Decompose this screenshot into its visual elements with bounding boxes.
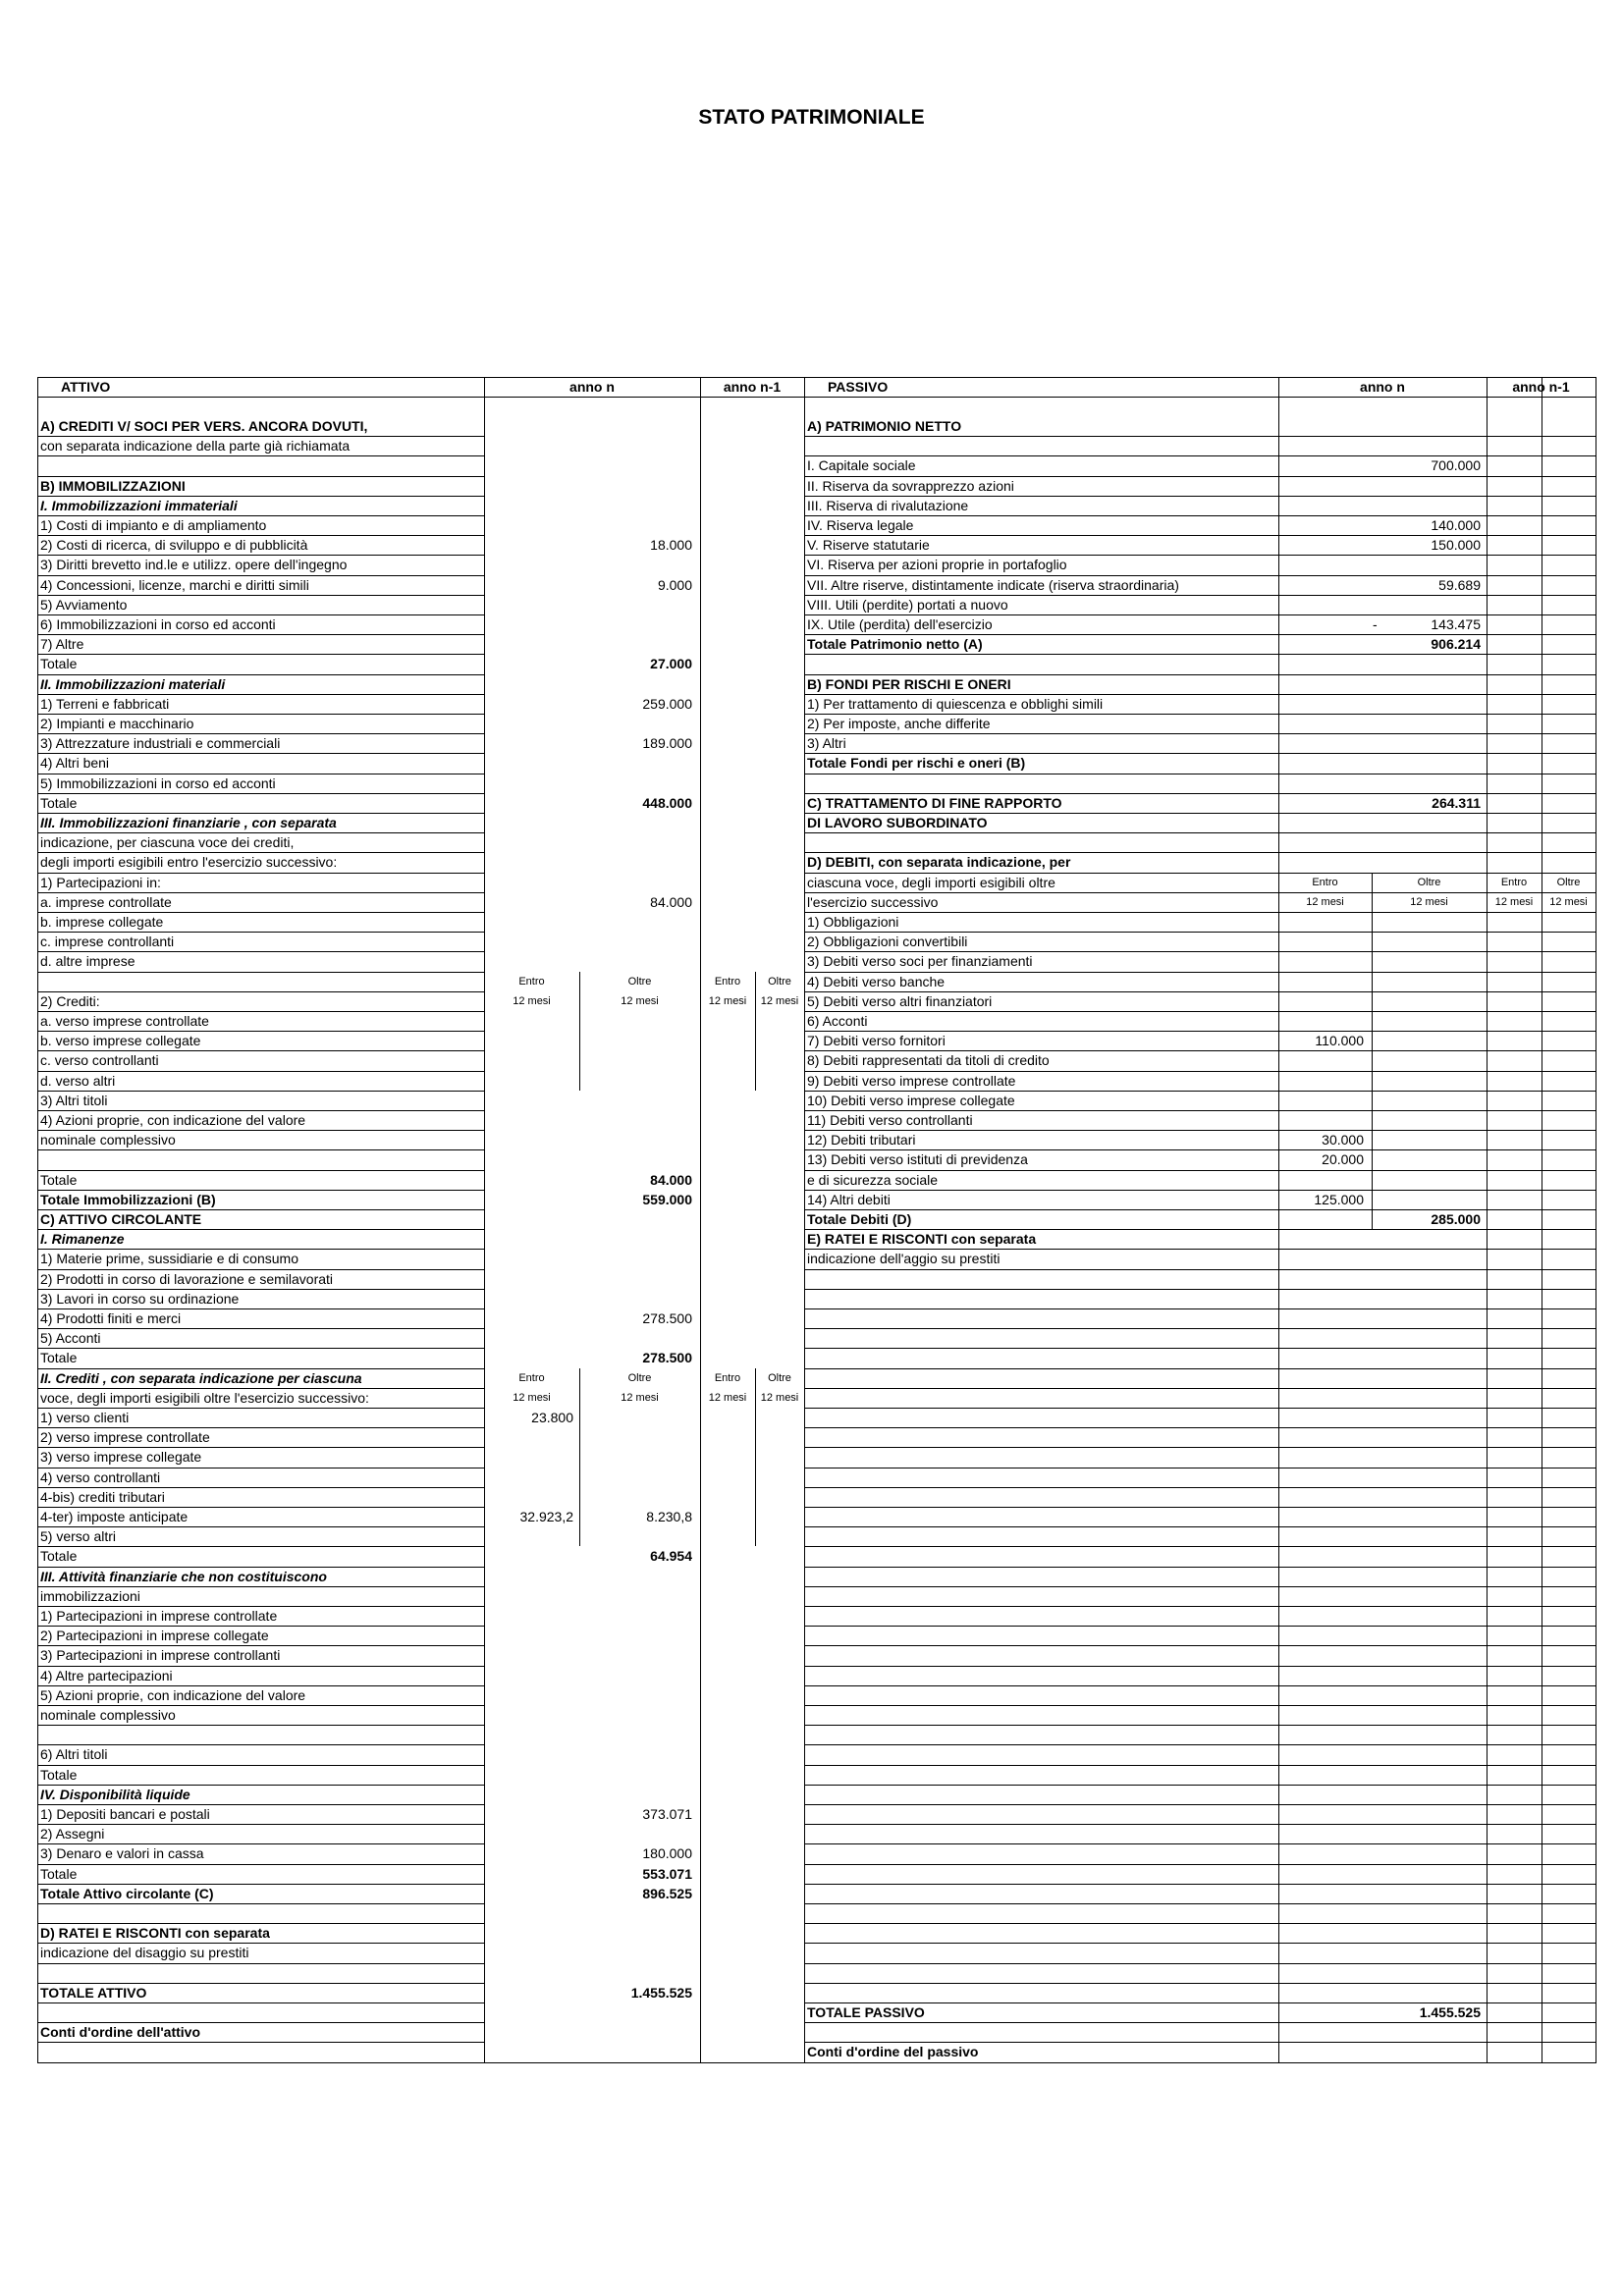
attivo-row-label: 3) Attrezzature industriali e commerciali — [40, 735, 281, 752]
attivo-row-label: degli importi esigibili entro l'esercizio successivo: — [40, 854, 338, 871]
passivo-row-label — [807, 1843, 1275, 1863]
passivo-row-label: 14) Altri debiti — [807, 1191, 891, 1207]
passivo-row-label: IX. Utile (perdita) dell'esercizio — [807, 616, 993, 632]
attivo-row-value: 1.455.525 — [630, 1984, 692, 2001]
passivo-row-label — [807, 1586, 1275, 1606]
passivo-row-label: D) DEBITI, con separata indicazione, per — [807, 854, 1071, 871]
attivo-row-label: Totale Attivo circolante (C) — [40, 1885, 214, 1901]
attivo-row-label: Totale — [40, 794, 78, 811]
grid-column-rule — [579, 1368, 580, 1547]
attivo-row-label: Totale Immobilizzazioni (B) — [40, 1191, 216, 1207]
passivo-row-label — [807, 1427, 1275, 1447]
sub-entro: Entro — [1500, 876, 1528, 888]
attivo-row-label: 4) Azioni proprie, con indicazione del valore — [40, 1112, 306, 1128]
passivo-row-label: TOTALE PASSIVO — [807, 2004, 925, 2020]
sub-entro: Entro — [1312, 876, 1338, 888]
attivo-row-label: b. imprese collegate — [40, 914, 164, 930]
attivo-row-label: 3) Denaro e valori in cassa — [40, 1845, 204, 1862]
grid-column-rule — [755, 972, 756, 1091]
passivo-row-label — [807, 1447, 1275, 1467]
attivo-row-label: II. Immobilizzazioni materiali — [40, 675, 226, 692]
passivo-row-label: VIII. Utili (perdite) portati a nuovo — [807, 596, 1008, 613]
header-anno-n1-passivo: anno n-1 — [1512, 379, 1570, 395]
grid-rule — [37, 397, 1596, 398]
passivo-row-label — [807, 1328, 1275, 1348]
sub-mesi: 12 mesi — [708, 1391, 747, 1404]
passivo-row-value: 140.000 — [1431, 517, 1481, 533]
attivo-row-label — [40, 455, 481, 475]
passivo-row-label: 7) Debiti verso fornitori — [807, 1033, 946, 1049]
attivo-row-label: con separata indicazione della parte già richiamata — [40, 438, 351, 454]
attivo-row-value: 896.525 — [642, 1885, 692, 1901]
attivo-row-value: 553.071 — [642, 1865, 692, 1882]
passivo-row-label — [807, 1388, 1275, 1408]
attivo-row-label: immobilizzazioni — [40, 1587, 140, 1604]
passivo-row-label — [807, 1983, 1275, 2002]
sub-entro: Entro — [714, 1371, 741, 1384]
passivo-row-label: 1) Obbligazioni — [807, 914, 899, 930]
attivo-row-label: 3) Partecipazioni in imprese controllanti — [40, 1647, 281, 1664]
attivo-row-label: d. altre imprese — [40, 953, 135, 970]
attivo-row-label: III. Immobilizzazioni finanziarie , con separata — [40, 815, 337, 830]
passivo-row-label — [807, 1468, 1275, 1487]
attivo-row-label: D) RATEI E RISCONTI con separata — [40, 1925, 270, 1942]
attivo-row-label: 3) Lavori in corso su ordinazione — [40, 1290, 240, 1307]
passivo-row-value: 700.000 — [1431, 457, 1481, 474]
header-attivo: ATTIVO — [61, 379, 111, 395]
attivo-row-label: 1) Partecipazioni in imprese controllate — [40, 1608, 278, 1624]
attivo-row-label: 4) verso controllanti — [40, 1468, 161, 1485]
passivo-row-label: 10) Debiti verso imprese collegate — [807, 1092, 1015, 1108]
sub-mesi: 12 mesi — [621, 994, 659, 1007]
passivo-row-label — [807, 1526, 1275, 1546]
attivo-row-label: Totale — [40, 1766, 78, 1783]
passivo-row-label — [807, 1645, 1275, 1665]
passivo-row-label — [807, 1408, 1275, 1427]
attivo-row-label: 1) Terreni e fabbricati — [40, 695, 170, 712]
passivo-row-value: 906.214 — [1431, 636, 1481, 653]
passivo-row-label: 3) Altri — [807, 735, 846, 752]
attivo-row-label — [40, 2002, 481, 2022]
attivo-row-label: Totale — [40, 1171, 78, 1188]
passivo-row-label — [807, 1269, 1275, 1289]
sub-mesi: 12 mesi — [1410, 895, 1448, 908]
attivo-row-label: nominale complessivo — [40, 1707, 176, 1723]
passivo-row-label — [807, 2022, 1275, 2042]
attivo-row-label: nominale complessivo — [40, 1132, 176, 1148]
attivo-row-label: III. Attività finanziarie che non costituiscono — [40, 1568, 327, 1584]
attivo-row-label: 1) Materie prime, sussidiarie e di consumo — [40, 1251, 298, 1267]
passivo-row-label — [807, 1963, 1275, 1983]
attivo-row-label: 5) Acconti — [40, 1330, 101, 1347]
attivo-row-label: 2) Partecipazioni in imprese collegate — [40, 1628, 269, 1644]
passivo-row-label: E) RATEI E RISCONTI con separata — [807, 1231, 1037, 1248]
attivo-row-label: 3) Diritti brevetto ind.le e utilizz. opere dell'ingegno — [40, 557, 348, 573]
attivo-row-value: 259.000 — [642, 695, 692, 712]
passivo-row-label — [807, 1804, 1275, 1824]
attivo-row-label: 1) Costi di impianto e di ampliamento — [40, 517, 267, 533]
attivo-row-label: IV. Disponibilità liquide — [40, 1786, 190, 1802]
attivo-row-label: Totale — [40, 1350, 78, 1366]
attivo-row-label: TOTALE ATTIVO — [40, 1984, 147, 2001]
attivo-row-label: 4) Prodotti finiti e merci — [40, 1310, 182, 1326]
sub-mesi: 12 mesi — [760, 994, 799, 1007]
attivo-row-label: 2) Assegni — [40, 1826, 105, 1842]
attivo-row-value: 18.000 — [650, 537, 692, 554]
passivo-row-label: VII. Altre riserve, distintamente indicate (riserva straordinaria) — [807, 576, 1179, 593]
attivo-row-label: 4) Concessioni, licenze, marchi e diritti simili — [40, 576, 309, 593]
attivo-row-label — [40, 1963, 481, 1983]
passivo-row-label: 2) Per imposte, anche differite — [807, 716, 991, 731]
attivo-row-entro: 32.923,2 — [519, 1509, 573, 1524]
grid-column-rule — [37, 377, 38, 2062]
passivo-row-label: IV. Riserva legale — [807, 517, 914, 533]
sub-mesi: 12 mesi — [1306, 895, 1344, 908]
attivo-row-label — [40, 1903, 481, 1923]
passivo-row-label — [807, 1606, 1275, 1626]
attivo-row-label: II. Crediti , con separata indicazione per ciascuna — [40, 1369, 362, 1386]
passivo-row-label — [807, 1289, 1275, 1308]
passivo-row-entro: 30.000 — [1322, 1132, 1364, 1148]
grid-column-rule — [1372, 873, 1373, 1230]
attivo-row-value: 559.000 — [642, 1191, 692, 1207]
attivo-row-value: 84.000 — [650, 1171, 692, 1188]
passivo-row-label — [807, 1507, 1275, 1526]
attivo-row-label: b. verso imprese collegate — [40, 1033, 201, 1049]
grid-rule — [37, 2042, 485, 2043]
attivo-row-label: 1) Depositi bancari e postali — [40, 1806, 210, 1822]
attivo-row-label: 5) Avviamento — [40, 596, 128, 613]
sub-oltre: Oltre — [1417, 876, 1441, 888]
passivo-row-label — [807, 1308, 1275, 1328]
grid-column-rule — [700, 377, 701, 2062]
attivo-row-label: 5) Immobilizzazioni in corso ed acconti — [40, 774, 276, 791]
passivo-row-label — [807, 832, 1275, 852]
passivo-row-label: e di sicurezza sociale — [807, 1171, 939, 1188]
grid-rule — [804, 2062, 1596, 2063]
attivo-row-label: 3) verso imprese collegate — [40, 1449, 202, 1466]
attivo-row-value: 180.000 — [642, 1845, 692, 1862]
sub-entro: Entro — [714, 975, 741, 988]
passivo-row-label: 3) Debiti verso soci per finanziamenti — [807, 953, 1033, 970]
attivo-row-value: 64.954 — [650, 1548, 692, 1565]
passivo-row-label: 9) Debiti verso imprese controllate — [807, 1072, 1016, 1089]
passivo-row-label: Totale Patrimonio netto (A) — [807, 636, 983, 653]
passivo-row-label — [807, 1705, 1275, 1725]
header-passivo: PASSIVO — [828, 379, 889, 395]
sub-mesi: 12 mesi — [708, 994, 747, 1007]
attivo-row-label: a. verso imprese controllate — [40, 1013, 209, 1029]
passivo-row-label: 4) Debiti verso banche — [807, 973, 946, 989]
attivo-row-value: 27.000 — [650, 656, 692, 672]
grid-column-rule — [579, 972, 580, 1091]
attivo-row-label: 3) Altri titoli — [40, 1092, 108, 1108]
passivo-row-label: I. Capitale sociale — [807, 457, 916, 474]
attivo-row-label: 2) Prodotti in corso di lavorazione e semilavorati — [40, 1270, 334, 1287]
attivo-row-label: 1) Partecipazioni in: — [40, 874, 161, 890]
passivo-row-label — [807, 1884, 1275, 1903]
passivo-row-label — [807, 1765, 1275, 1785]
attivo-row-label: 2) Impianti e macchinario — [40, 716, 194, 731]
passivo-row-label — [807, 1666, 1275, 1685]
sub-mesi: 12 mesi — [513, 994, 551, 1007]
sub-mesi: 12 mesi — [1549, 895, 1588, 908]
sub-entro: Entro — [518, 1371, 545, 1384]
passivo-row-label: 2) Obbligazioni convertibili — [807, 934, 968, 950]
attivo-row-label: a. imprese controllate — [40, 893, 172, 910]
passivo-row-label — [807, 1785, 1275, 1804]
attivo-row-label: 5) Azioni proprie, con indicazione del valore — [40, 1686, 306, 1703]
passivo-row-label: Totale Debiti (D) — [807, 1211, 912, 1227]
passivo-row-label — [807, 1923, 1275, 1943]
passivo-row-label: l'esercizio successivo — [807, 893, 939, 910]
passivo-row-value: 1.455.525 — [1419, 2004, 1481, 2020]
attivo-row-label: indicazione, per ciascuna voce dei crediti, — [40, 834, 295, 851]
sub-mesi: 12 mesi — [621, 1391, 659, 1404]
attivo-row-label — [40, 1149, 481, 1169]
attivo-row-label: C) ATTIVO CIRCOLANTE — [40, 1211, 202, 1227]
sub-mesi: 12 mesi — [1494, 895, 1534, 908]
passivo-row-value: 59.689 — [1438, 576, 1481, 593]
attivo-row-label: c. imprese controllanti — [40, 934, 175, 950]
grid-column-rule — [804, 377, 805, 2062]
attivo-row-label — [40, 972, 481, 991]
attivo-row-label: I. Rimanenze — [40, 1231, 125, 1248]
attivo-row-value: 373.071 — [642, 1806, 692, 1822]
attivo-row-label: 7) Altre — [40, 636, 84, 653]
attivo-row-entro: 23.800 — [531, 1410, 573, 1425]
attivo-row-label: A) CREDITI V/ SOCI PER VERS. ANCORA DOVUTI, — [40, 418, 368, 434]
passivo-row-label — [807, 1824, 1275, 1843]
passivo-row-value: 143.475 — [1431, 616, 1481, 632]
sub-oltre: Oltre — [768, 1371, 791, 1384]
passivo-row-label: VI. Riserva per azioni proprie in portafoglio — [807, 557, 1067, 573]
attivo-row-label — [40, 1725, 481, 1744]
passivo-row-label — [807, 1626, 1275, 1645]
grid-column-rule — [1487, 377, 1488, 2062]
passivo-row-value: 264.311 — [1432, 794, 1481, 811]
attivo-row-label: c. verso controllanti — [40, 1052, 159, 1069]
passivo-row-label: C) TRATTAMENTO DI FINE RAPPORTO — [807, 794, 1062, 811]
attivo-row-label: 4) Altri beni — [40, 755, 110, 772]
attivo-row-oltre: 8.230,8 — [646, 1509, 692, 1524]
passivo-row-label — [807, 436, 1275, 455]
passivo-row-label — [807, 1567, 1275, 1586]
attivo-row-label: 6) Immobilizzazioni in corso ed acconti — [40, 616, 276, 632]
sub-mesi: 12 mesi — [513, 1391, 551, 1404]
passivo-row-label: Conti d'ordine del passivo — [807, 2044, 979, 2060]
passivo-row-label: B) FONDI PER RISCHI E ONERI — [807, 675, 1011, 692]
attivo-row-value: 84.000 — [650, 893, 692, 910]
attivo-row-label: 5) verso altri — [40, 1528, 117, 1545]
passivo-row-label — [807, 1744, 1275, 1764]
passivo-row-entro: 20.000 — [1322, 1151, 1364, 1168]
passivo-row-label — [807, 654, 1275, 673]
header-anno-n-passivo: anno n — [1360, 379, 1405, 395]
passivo-row-label: III. Riserva di rivalutazione — [807, 497, 969, 513]
passivo-row-label: ciascuna voce, degli importi esigibili oltre — [807, 874, 1055, 890]
sub-entro: Entro — [518, 975, 545, 988]
attivo-row-label: 1) verso clienti — [40, 1410, 130, 1425]
passivo-row-label: II. Riserva da sovrapprezzo azioni — [807, 477, 1014, 494]
passivo-row-label: A) PATRIMONIO NETTO — [807, 418, 962, 434]
passivo-row-oltre: 285.000 — [1431, 1211, 1481, 1227]
passivo-row-label: Totale Fondi per rischi e oneri (B) — [807, 755, 1026, 772]
passivo-row-label — [807, 1725, 1275, 1744]
attivo-row-label: 2) Costi di ricerca, di sviluppo e di pubblicità — [40, 537, 308, 554]
passivo-row-label — [807, 1348, 1275, 1367]
passivo-row-label: 11) Debiti verso controllanti — [807, 1112, 973, 1128]
passivo-row-label — [807, 1487, 1275, 1507]
passivo-row-entro: 110.000 — [1315, 1033, 1364, 1049]
attivo-row-value: 189.000 — [642, 735, 692, 752]
sub-oltre: Oltre — [1556, 876, 1581, 888]
passivo-row-label: 8) Debiti rappresentati da titoli di credito — [807, 1052, 1050, 1069]
attivo-row-label: Totale — [40, 1865, 78, 1882]
sub-oltre: Oltre — [627, 975, 652, 988]
passivo-row-entro: 125.000 — [1314, 1191, 1364, 1207]
attivo-row-label: 4-bis) crediti tributari — [40, 1488, 165, 1505]
grid-column-rule — [755, 1368, 756, 1547]
attivo-row-label: Totale — [40, 1548, 78, 1565]
passivo-row-label — [807, 1546, 1275, 1566]
attivo-row-label: 2) Crediti: — [40, 992, 100, 1009]
attivo-row-value: 9.000 — [657, 576, 692, 593]
attivo-row-label: d. verso altri — [40, 1072, 116, 1089]
attivo-row-label: voce, degli importi esigibili oltre l'esercizio successivo: — [40, 1389, 369, 1406]
passivo-row-value: 150.000 — [1431, 537, 1481, 554]
passivo-row-label: DI LAVORO SUBORDINATO — [807, 815, 988, 830]
sub-oltre: Oltre — [768, 975, 791, 988]
attivo-row-label: 2) verso imprese controllate — [40, 1429, 210, 1446]
attivo-row-label: Conti d'ordine dell'attivo — [40, 2024, 200, 2041]
sub-mesi: 12 mesi — [760, 1391, 799, 1404]
header-anno-n-attivo: anno n — [569, 379, 615, 395]
passivo-row-sign: - — [1373, 616, 1378, 632]
passivo-row-label — [807, 1685, 1275, 1705]
passivo-row-label — [807, 1943, 1275, 1962]
header-anno-n1-attivo: anno n-1 — [723, 379, 782, 395]
passivo-row-label — [807, 774, 1275, 793]
attivo-row-label: Totale — [40, 656, 78, 672]
page-title: STATO PATRIMONIALE — [698, 106, 925, 129]
passivo-row-label: V. Riserve statutarie — [807, 537, 930, 554]
attivo-row-label: 4) Altre partecipazioni — [40, 1667, 173, 1683]
passivo-row-label: 12) Debiti tributari — [807, 1132, 916, 1148]
attivo-row-label: 4-ter) imposte anticipate — [40, 1509, 189, 1524]
passivo-row-label: 13) Debiti verso istituti di previdenza — [807, 1151, 1028, 1168]
passivo-row-label — [807, 1368, 1275, 1388]
passivo-row-label: 5) Debiti verso altri finanziatori — [807, 992, 993, 1009]
passivo-row-label: 1) Per trattamento di quiescenza e obblighi simili — [807, 695, 1104, 712]
passivo-row-label: 6) Acconti — [807, 1013, 868, 1029]
passivo-row-label: indicazione dell'aggio su prestiti — [807, 1251, 1001, 1267]
attivo-row-value: 278.500 — [642, 1310, 692, 1326]
attivo-row-label: 6) Altri titoli — [40, 1746, 108, 1763]
attivo-row-label: indicazione del disaggio su prestiti — [40, 1945, 249, 1961]
sub-oltre: Oltre — [627, 1371, 652, 1384]
passivo-row-label — [807, 1864, 1275, 1884]
attivo-row-label: B) IMMOBILIZZAZIONI — [40, 477, 186, 494]
attivo-row-value: 278.500 — [642, 1350, 692, 1366]
attivo-row-label: I. Immobilizzazioni immateriali — [40, 497, 238, 513]
attivo-row-value: 448.000 — [642, 794, 692, 811]
passivo-row-label — [807, 1903, 1275, 1923]
